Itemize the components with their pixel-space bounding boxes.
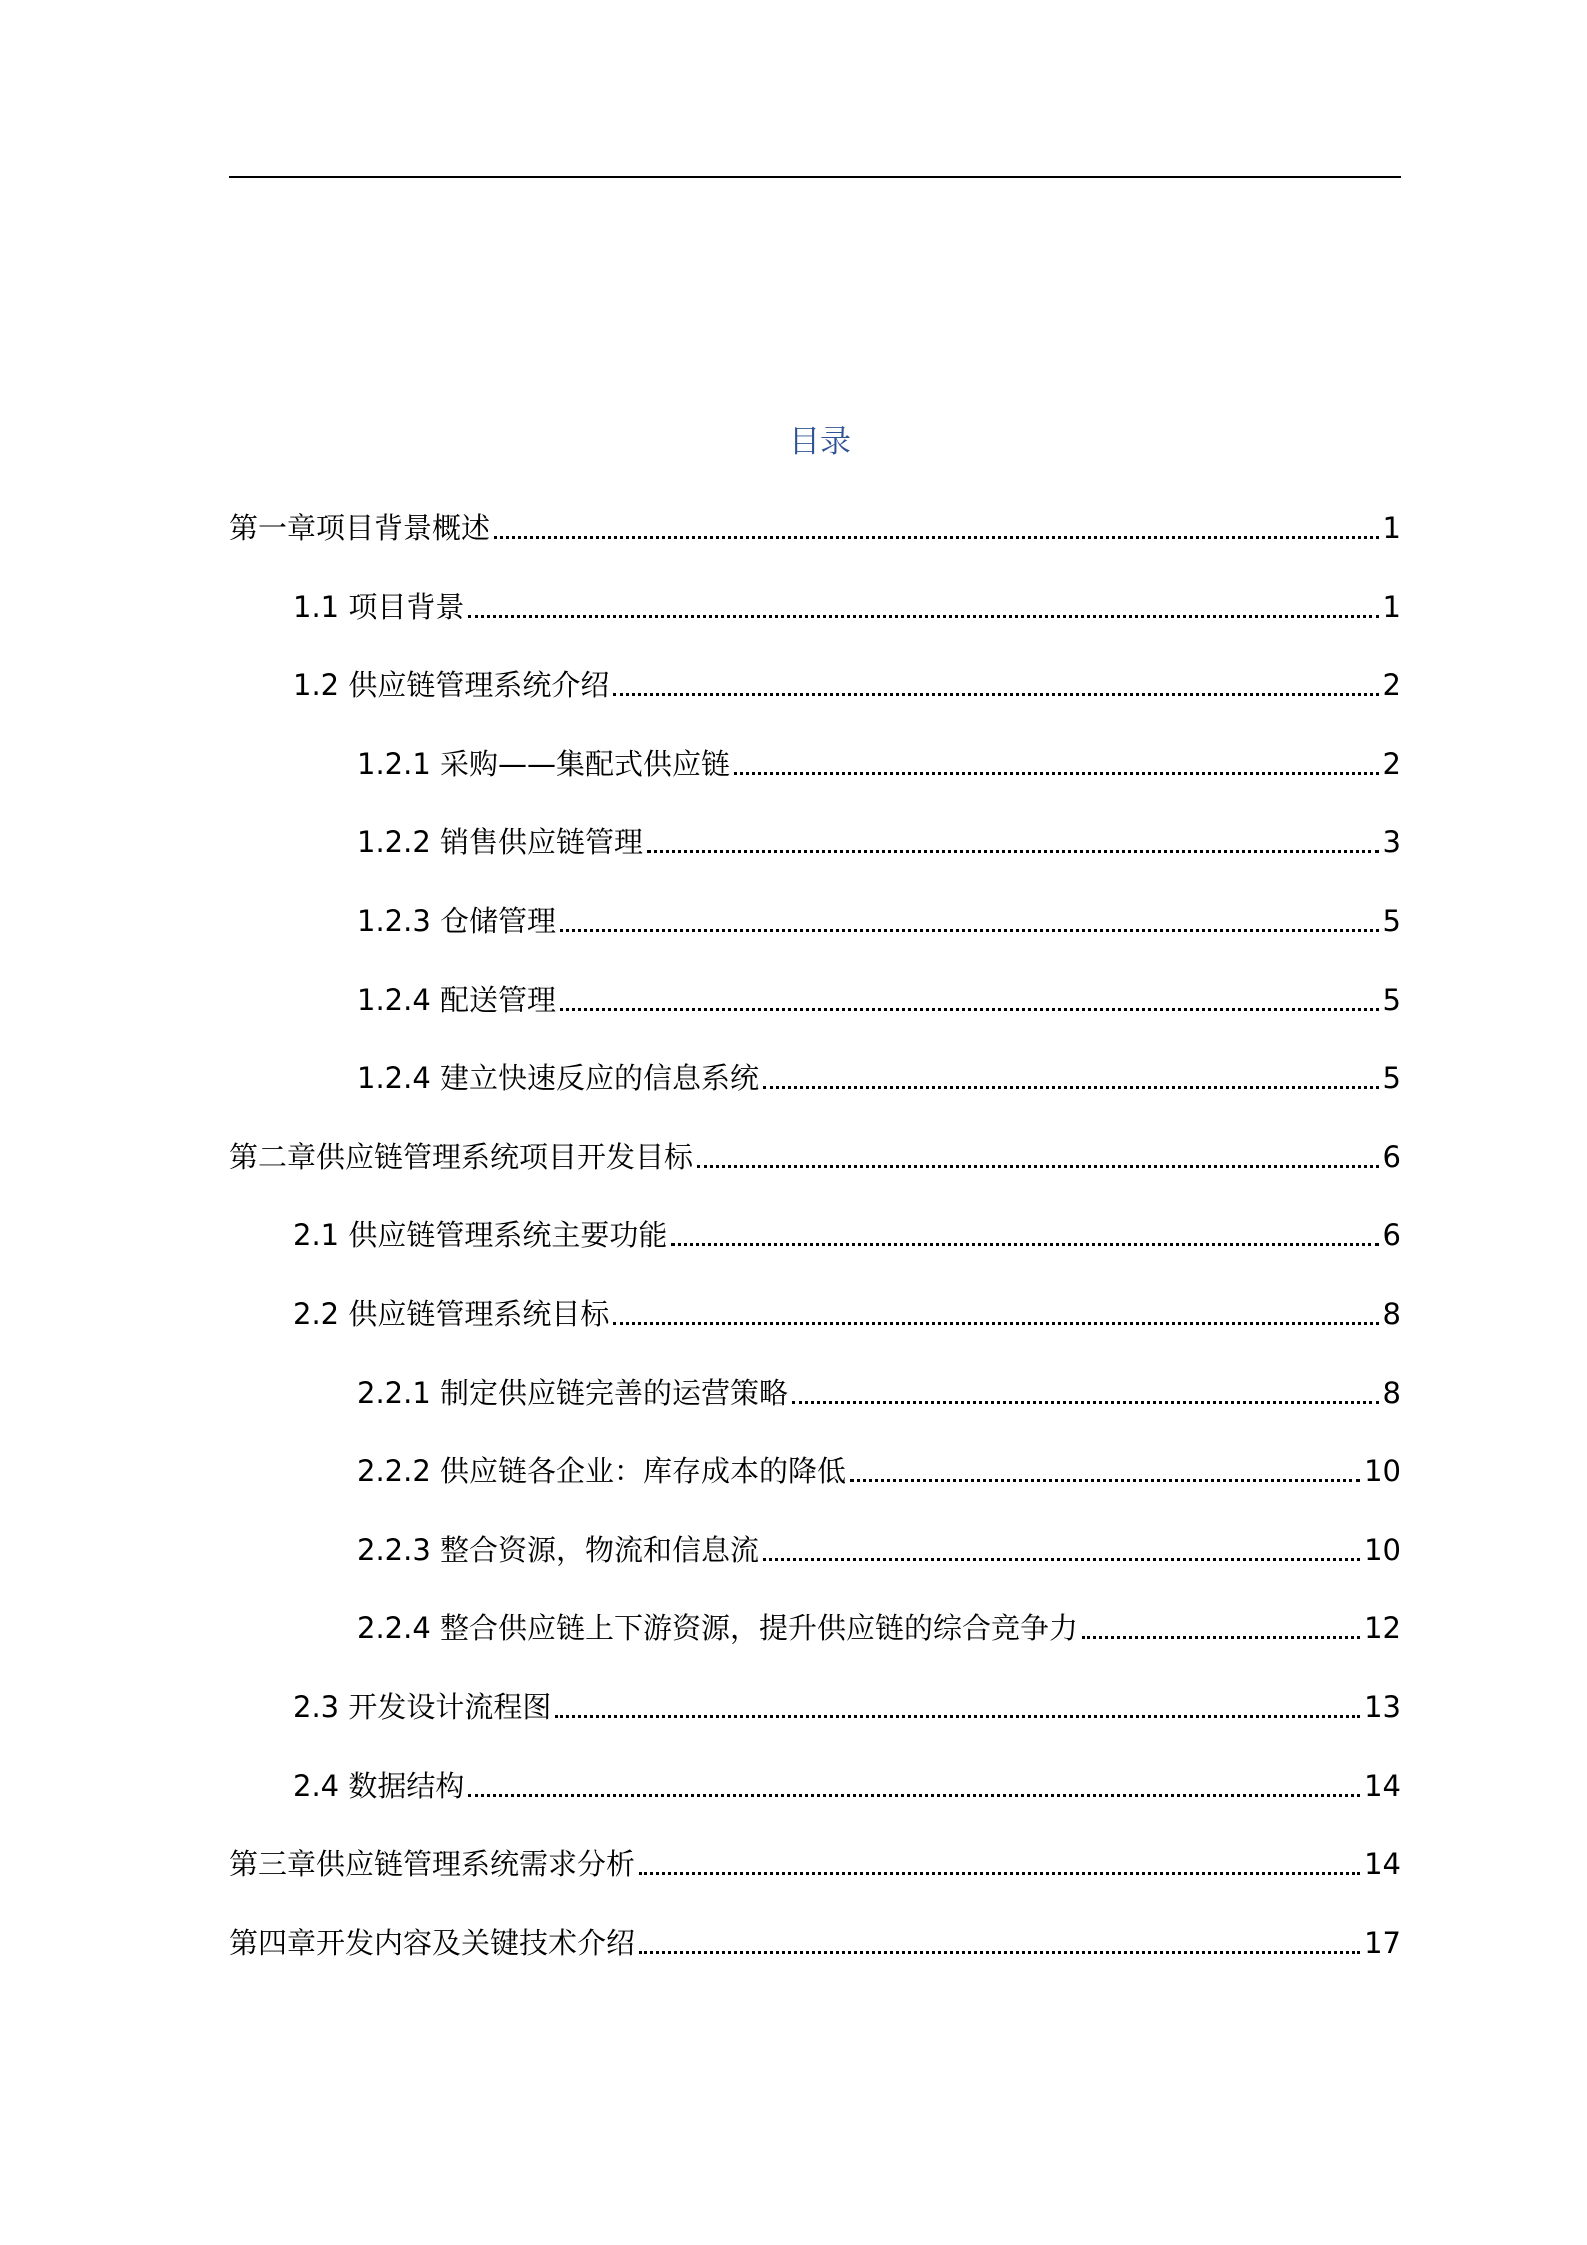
toc-entry-text: 1.1 项目背景	[293, 589, 465, 624]
toc-dot-leader	[697, 1165, 1379, 1168]
toc-entry[interactable]	[357, 1600, 1401, 1648]
toc-dot-leader	[613, 693, 1378, 696]
toc-entry-text: 1.2 供应链管理系统介绍	[293, 668, 610, 703]
toc-page-number: 14	[1364, 1768, 1401, 1803]
toc-page-number: 2	[1382, 668, 1401, 703]
toc-entry[interactable]	[357, 1522, 1401, 1570]
toc-entry[interactable]	[357, 1443, 1401, 1491]
toc-entry[interactable]	[293, 1207, 1401, 1255]
header-rule	[229, 176, 1401, 178]
toc-dot-leader	[647, 850, 1379, 853]
toc-page-number: 8	[1382, 1375, 1401, 1410]
toc-page-number: 5	[1382, 1061, 1401, 1096]
toc-entry[interactable]	[293, 579, 1401, 627]
toc-entry[interactable]	[229, 1915, 1401, 1963]
toc-page-number: 10	[1364, 1532, 1401, 1567]
toc-entry[interactable]	[357, 1365, 1401, 1413]
toc-entry-text: 第一章项目背景概述	[229, 511, 491, 545]
toc-entry[interactable]	[293, 1758, 1401, 1806]
toc-entry[interactable]	[357, 814, 1401, 862]
toc-page-number: 3	[1382, 825, 1401, 860]
toc-page-number: 17	[1364, 1925, 1401, 1960]
toc-entry[interactable]	[229, 1836, 1401, 1884]
toc-dot-leader	[468, 1794, 1360, 1797]
toc-entry-text: 第三章供应链管理系统需求分析	[229, 1847, 636, 1882]
toc-entry-text: 1.2.4 建立快速反应的信息系统	[357, 1061, 760, 1096]
toc-title: 目录	[789, 424, 851, 460]
toc-dot-leader	[639, 1872, 1360, 1875]
toc-dot-leader	[763, 1086, 1379, 1089]
toc-page-number: 1	[1382, 589, 1401, 624]
toc-dot-leader	[560, 929, 1379, 932]
toc-dot-leader	[792, 1401, 1379, 1404]
toc-dot-leader	[734, 772, 1379, 775]
toc-page-number: 6	[1382, 1139, 1401, 1174]
toc-entry-text: 1.2.3 仓储管理	[357, 904, 557, 938]
toc-entry-text: 1.2.4 配送管理	[357, 982, 557, 1017]
toc-entry-text: 1.2.1 采购——集配式供应链	[357, 746, 731, 781]
toc-dot-leader	[763, 1558, 1360, 1561]
toc-entry-text: 2.4 数据结构	[293, 1768, 465, 1803]
toc-entry[interactable]	[357, 893, 1401, 941]
toc-dot-leader	[560, 1008, 1379, 1011]
toc-entry[interactable]	[293, 657, 1401, 705]
toc-dot-leader	[555, 1715, 1360, 1718]
toc-entry-text: 2.2.3 整合资源，物流和信息流	[357, 1532, 760, 1567]
toc-entry-text: 2.2.1 制定供应链完善的运营策略	[357, 1375, 789, 1410]
toc-dot-leader	[850, 1479, 1360, 1482]
toc-page-number: 5	[1382, 904, 1401, 938]
toc-entry[interactable]	[293, 1286, 1401, 1334]
toc-dot-leader	[1082, 1636, 1360, 1639]
toc-page-number: 5	[1382, 982, 1401, 1017]
toc-page-number: 2	[1382, 746, 1401, 781]
toc-page-number: 1	[1382, 511, 1401, 545]
toc-dot-leader	[613, 1322, 1378, 1325]
toc-entry[interactable]	[357, 1050, 1401, 1098]
toc-page-number: 14	[1364, 1847, 1401, 1882]
toc-page-number: 6	[1382, 1218, 1401, 1253]
toc-page-number: 12	[1364, 1611, 1401, 1646]
toc-entry[interactable]	[229, 500, 1401, 548]
toc-entry-text: 1.2.2 销售供应链管理	[357, 825, 644, 860]
toc-dot-leader	[494, 536, 1379, 539]
toc-entry-text: 2.1 供应链管理系统主要功能	[293, 1218, 668, 1253]
toc-entry-text: 2.2 供应链管理系统目标	[293, 1297, 610, 1331]
toc-dot-leader	[468, 615, 1378, 618]
toc-entry-text: 第四章开发内容及关键技术介绍	[229, 1925, 636, 1960]
toc-entry-text: 2.2.2 供应链各企业：库存成本的降低	[357, 1454, 847, 1489]
toc-dot-leader	[671, 1243, 1378, 1246]
toc-entry[interactable]	[293, 1679, 1401, 1727]
toc-entry-text: 第二章供应链管理系统项目开发目标	[229, 1139, 694, 1174]
toc-entry[interactable]	[357, 736, 1401, 784]
toc-entry-text: 2.2.4 整合供应链上下游资源，提升供应链的综合竞争力	[357, 1611, 1079, 1646]
toc-entry-text: 2.3 开发设计流程图	[293, 1690, 552, 1724]
toc-entry[interactable]	[357, 972, 1401, 1020]
toc-page-number: 8	[1382, 1297, 1401, 1331]
toc-page-number: 10	[1364, 1454, 1401, 1489]
toc-dot-leader	[639, 1951, 1360, 1954]
toc-page-number: 13	[1364, 1690, 1401, 1724]
toc-entry[interactable]	[229, 1129, 1401, 1177]
